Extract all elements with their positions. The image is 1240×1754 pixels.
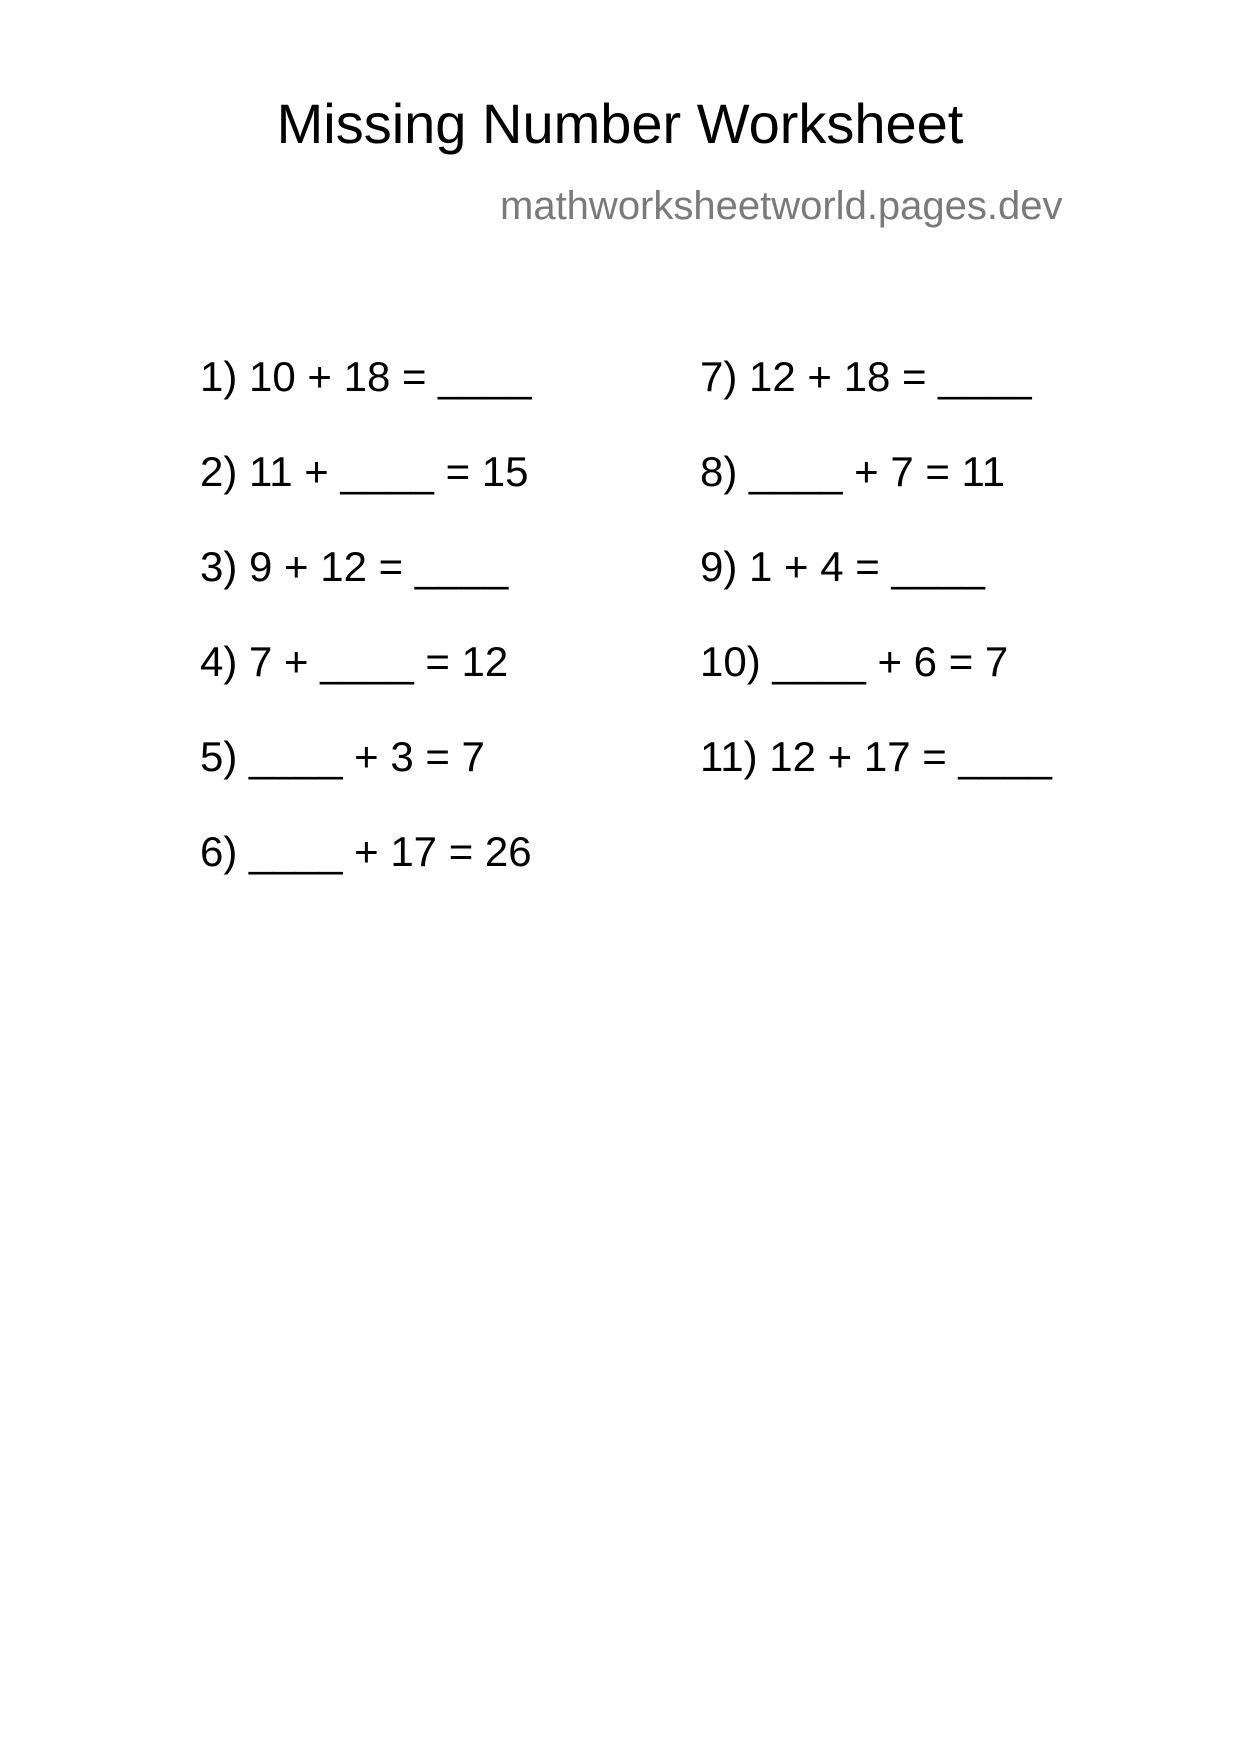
problem-column-right [700, 350, 1052, 825]
problem-item: 3) 9 + 12 = ____ [200, 543, 509, 590]
problem-item: 9) 1 + 4 = ____ [700, 543, 985, 590]
problem-item: 4) 7 + ____ = 12 [200, 638, 509, 685]
problem-item: 5) ____ + 3 = 7 [200, 733, 485, 780]
source-url: mathworksheetworld.pages.dev [500, 184, 1063, 228]
problem-item: 2) 11 + ____ = 15 [200, 448, 529, 495]
problem-item: 1) 10 + 18 = ____ [200, 353, 532, 400]
problem-item: 6) ____ + 17 = 26 [200, 828, 532, 875]
problem-item: 10) ____ + 6 = 7 [700, 638, 1009, 685]
problem-item: 8) ____ + 7 = 11 [700, 448, 1006, 495]
problem-column-left [200, 350, 532, 920]
page-title: Missing Number Worksheet [276, 92, 964, 155]
problem-item: 11) 12 + 17 = ____ [700, 733, 1052, 780]
problem-item: 7) 12 + 18 = ____ [700, 353, 1032, 400]
